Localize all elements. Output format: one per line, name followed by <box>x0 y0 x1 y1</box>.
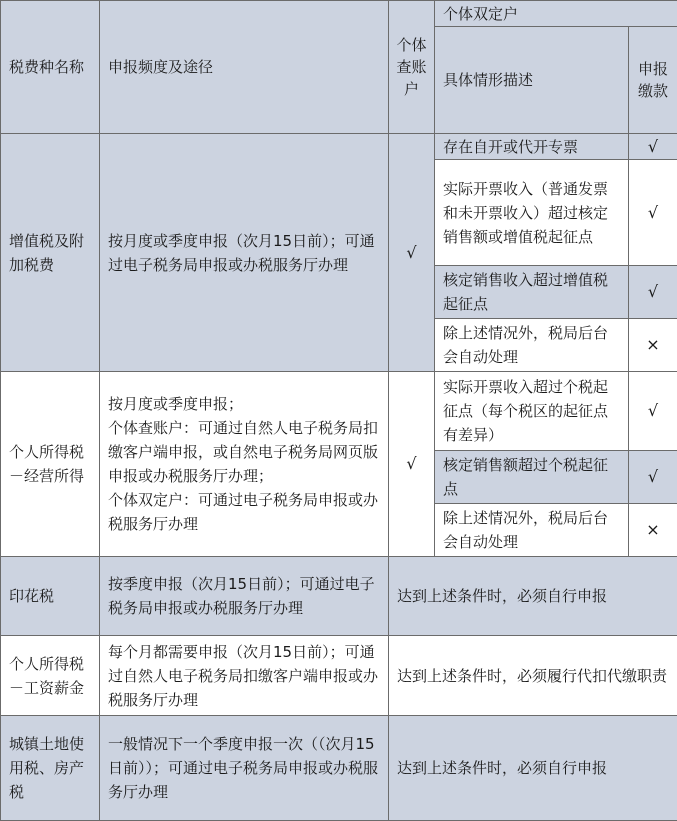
iit-business-frequency-line: 个体双定户：可通过电子税务局申报或办税服务厅办理 <box>108 488 380 536</box>
stamp-name: 印花税 <box>1 557 100 636</box>
iit-business-individual-check: √ <box>389 372 435 557</box>
iit-business-case-desc: 核定销售额超过个税起征点 <box>435 451 629 504</box>
land-property-name: 城镇土地使用税、房产税 <box>1 716 100 821</box>
header-frequency: 申报频度及途径 <box>100 1 389 134</box>
vat-name: 增值税及附加税费 <box>1 134 100 372</box>
iit-salary-note: 达到上述条件时，必须履行代扣代缴职责 <box>389 636 677 716</box>
land-property-frequency: 一般情况下一个季度申报一次（（次月15日前））；可通过电子税务局申报或办税服务厅办理 <box>100 716 389 821</box>
vat-case-check: √ <box>629 266 677 319</box>
vat-individual-check: √ <box>389 134 435 372</box>
header-situation-desc: 具体情形描述 <box>435 27 629 134</box>
iit-business-case-cross: × <box>629 504 677 557</box>
stamp-frequency: 按季度申报（次月15日前）；可通过电子税务局申报或办税服务厅办理 <box>100 557 389 636</box>
iit-business-case-check: √ <box>629 451 677 504</box>
header-dual-fixed: 个体双定户 <box>435 1 677 27</box>
iit-business-frequency <box>100 372 389 557</box>
iit-salary-frequency: 每个月都需要申报（次月15日前）；可通过自然人电子税务局扣缴客户端申报或办税服务厅办理 <box>100 636 389 716</box>
land-property-note: 达到上述条件时，必须自行申报 <box>389 716 677 821</box>
iit-business-case-desc: 除上述情况外，税局后台会自动处理 <box>435 504 629 557</box>
header-tax-type: 税费种名称 <box>1 1 100 134</box>
vat-case-check: √ <box>629 160 677 266</box>
vat-case-desc: 除上述情况外，税局后台会自动处理 <box>435 319 629 372</box>
iit-business-case-check: √ <box>629 372 677 451</box>
iit-salary-name: 个人所得税－工资薪金 <box>1 636 100 716</box>
vat-case-desc: 存在自开或代开专票 <box>435 134 629 160</box>
iit-business-frequency-line: 按月度或季度申报； <box>108 392 380 416</box>
header-individual-account: 个体查账户 <box>389 1 435 134</box>
vat-case-check: √ <box>629 134 677 160</box>
vat-case-desc: 核定销售收入超过增值税起征点 <box>435 266 629 319</box>
iit-business-name: 个人所得税－经营所得 <box>1 372 100 557</box>
vat-case-desc: 实际开票收入（普通发票和未开票收入）超过核定销售额或增值税起征点 <box>435 160 629 266</box>
header-pay-declare: 申报缴款 <box>629 27 677 134</box>
vat-case-cross: × <box>629 319 677 372</box>
stamp-note: 达到上述条件时，必须自行申报 <box>389 557 677 636</box>
vat-frequency: 按月度或季度申报（次月15日前）；可通过电子税务局申报或办税服务厅办理 <box>100 134 389 372</box>
iit-business-frequency-line: 个体查账户：可通过自然人电子税务局扣缴客户端申报，或自然电子税务局网页版申报或办税服务厅办理； <box>108 416 380 488</box>
iit-business-case-desc: 实际开票收入超过个税起征点（每个税区的起征点有差异） <box>435 372 629 451</box>
